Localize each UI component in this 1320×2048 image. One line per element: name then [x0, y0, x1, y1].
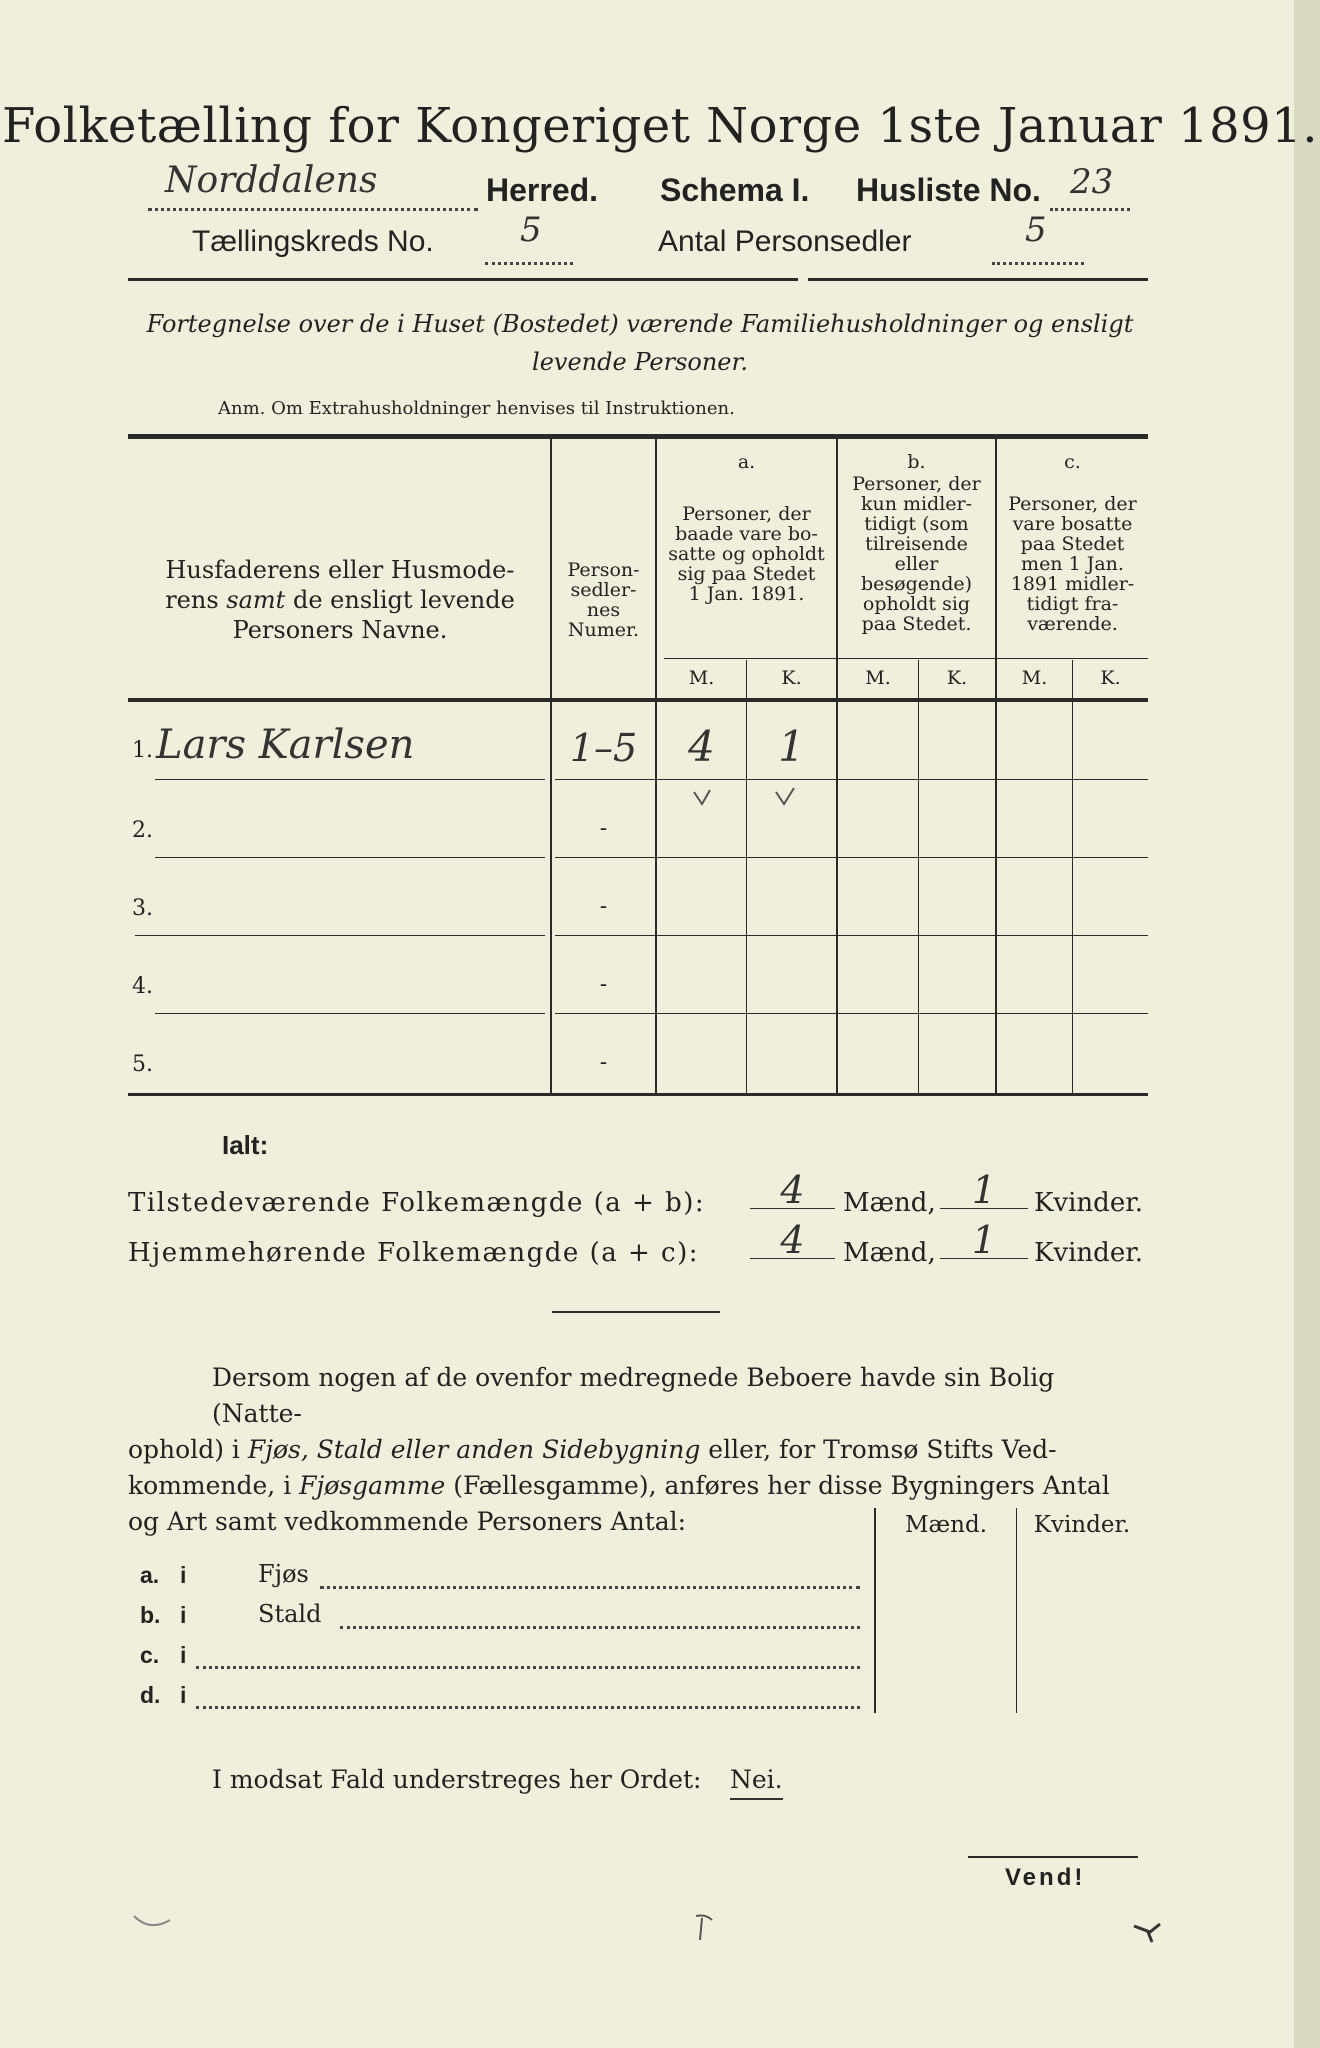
row-person-numbers: - [599, 894, 608, 919]
col-b-header-line: opholdt sig [862, 593, 971, 615]
row-number: 1. [132, 738, 153, 763]
page-edge [1294, 0, 1320, 2048]
row-number: 4. [132, 974, 153, 999]
kreds-label: Tællingskreds No. [192, 225, 434, 258]
name-header-line-2 [130, 585, 550, 615]
num-header-line: sedler- [570, 579, 637, 601]
intro-line-2: levende Personer. [532, 348, 748, 376]
check-marks [690, 786, 810, 812]
paragraph-text: kommende, i [128, 1471, 300, 1500]
husliste-value: 23 [1070, 162, 1114, 202]
col-b-header-line: kun midler- [860, 493, 973, 515]
row-line [555, 935, 1148, 936]
header-rule-right [808, 278, 1148, 281]
paragraph-text: eller, for Tromsø Stifts Ved- [700, 1435, 1057, 1464]
hjemme-k-value: 1 [971, 1218, 997, 1262]
col-c-header-line: 1891 midler- [1010, 573, 1135, 595]
row-number: 2. [132, 818, 153, 843]
building-item-dots [340, 1614, 860, 1629]
row-name: Lars Karlsen [156, 722, 415, 768]
antal-value: 5 [1025, 210, 1047, 250]
row-line [155, 779, 545, 780]
col-c-header-line: paa Stedet [1020, 533, 1125, 555]
building-item-letter: c. [140, 1642, 160, 1668]
herred-value: Norddalens [165, 160, 378, 201]
intro-line-1: Fortegnelse over de i Huset (Bostedet) værende Familiehusholdninger og ensligt [146, 310, 1134, 338]
building-item-letter: a. [140, 1562, 160, 1588]
col-c-header-line: men 1 Jan. [1021, 553, 1124, 575]
row-a-k-value: 1 [778, 722, 805, 771]
row-person-numbers: 1–5 [569, 726, 638, 770]
section-divider [552, 1311, 720, 1313]
hjemme-kvinder-label: Kvinder. [1034, 1238, 1144, 1268]
row-number: 3. [132, 896, 153, 921]
stray-mark-icon [130, 1910, 180, 1940]
col-a-header-line: satte og opholdt [668, 543, 825, 565]
col-c-header-line: Personer, der [1008, 493, 1137, 515]
form-title: Folketælling for Kongeriget Norge 1ste Januar 1891. [2, 98, 1318, 154]
row-line [155, 1013, 545, 1014]
tilstede-label: Tilstedeværende Folkemængde (a + b): [128, 1188, 706, 1218]
name-header-samt: samt [226, 586, 286, 614]
num-header-line: Person- [567, 559, 640, 581]
buildings-col-line-mid [1016, 1508, 1017, 1713]
paragraph-line-2 [128, 1432, 1148, 1468]
row-line [135, 935, 545, 936]
col-a-header [657, 504, 836, 604]
col-line-b-mk [918, 660, 919, 1093]
buildings-kvinder-header: Kvinder. [1033, 1512, 1131, 1538]
building-item-text: Stald [258, 1600, 322, 1628]
modsat-label: I modsat Fald understreges her Ordet: [212, 1765, 702, 1794]
col-line-c-mk [1072, 660, 1073, 1093]
col-a-m-label: M. [688, 667, 715, 689]
col-b-m-label: M. [865, 667, 891, 689]
name-column-header [130, 555, 550, 645]
col-b-header-line: tidigt (som [864, 513, 969, 535]
row-person-numbers: - [599, 1050, 608, 1075]
header-rule-left [128, 278, 798, 281]
building-item-dots [196, 1694, 860, 1709]
herred-label: Herred. [486, 172, 599, 208]
building-item-letter: d. [140, 1682, 161, 1708]
nei-word: Nei. [730, 1765, 783, 1800]
mk-header-rule [664, 658, 1148, 659]
col-c-header-line: tidigt fra- [1026, 593, 1119, 615]
num-header-line: Numer. [567, 619, 640, 641]
name-header-line-1: Husfaderens eller Husmode- [165, 556, 515, 584]
num-header-line: nes [586, 599, 621, 621]
paragraph-line-4: og Art samt vedkommende Personers Antal: [128, 1507, 687, 1536]
col-c-k-label: K. [1100, 667, 1121, 689]
paragraph-emphasis: Fjøs, Stald eller anden Sidebygning [247, 1435, 701, 1464]
building-item-prep: i [180, 1642, 187, 1668]
vend-label: Vend! [1005, 1864, 1086, 1891]
row-number: 5. [132, 1052, 153, 1077]
vend-rule [968, 1856, 1138, 1858]
paragraph-line-3 [128, 1468, 1148, 1504]
name-header-ensligt: de ensligt levende [292, 586, 515, 614]
building-item-prep: i [180, 1602, 187, 1628]
tilstede-m-value: 4 [780, 1168, 805, 1212]
buildings-col-line-left [874, 1508, 876, 1713]
col-b-header-line: paa Stedet. [861, 613, 972, 635]
col-b-header-line: tilreisende [865, 533, 968, 555]
row-person-numbers: - [599, 972, 608, 997]
stray-mark-icon [1130, 1916, 1170, 1946]
row-a-m-value: 4 [688, 722, 715, 771]
name-header-rens: rens [165, 586, 219, 614]
husliste-label: Husliste No. [856, 172, 1041, 208]
col-b-header-line: eller [894, 553, 939, 575]
col-b-header [838, 474, 995, 634]
stray-mark-icon [690, 1910, 720, 1950]
row-line [555, 857, 1148, 858]
building-item-prep: i [180, 1562, 187, 1588]
col-c-m-label: M. [1021, 667, 1048, 689]
antal-label: Antal Personsedler [658, 225, 912, 258]
num-column-header [552, 560, 655, 640]
row-person-numbers: - [599, 816, 608, 841]
col-c-header-line: vare bosatte [1012, 513, 1133, 535]
hjemme-maend-label: Mænd, [843, 1238, 936, 1268]
tilstede-kvinder-label: Kvinder. [1034, 1188, 1144, 1218]
col-c-header [997, 494, 1148, 634]
col-c-header-line: værende. [1027, 613, 1118, 635]
paragraph-line-1: Dersom nogen af de ovenfor medregnede Beboere havde sin Bolig (Natte- [212, 1363, 1055, 1428]
paragraph-text: (Fællesgamme), anføres her disse Bygningers Antal [445, 1471, 1110, 1500]
col-b-header-line: Personer, der [852, 473, 981, 495]
building-item-prep: i [180, 1682, 187, 1708]
hjemme-label: Hjemmehørende Folkemængde (a + c): [128, 1238, 699, 1268]
hjemme-m-value: 4 [780, 1218, 805, 1262]
tilstede-k-value: 1 [971, 1168, 997, 1212]
col-b-letter: b. [907, 451, 926, 473]
name-header-line-3: Personers Navne. [232, 616, 448, 644]
ialt-label: Ialt: [222, 1130, 269, 1160]
kreds-value: 5 [520, 210, 542, 250]
col-a-header-line: baade vare bo- [675, 523, 818, 545]
col-b-header-line: besøgende) [860, 573, 973, 595]
table-bottom-rule [128, 1093, 1148, 1096]
instruction-note: Anm. Om Extrahusholdninger henvises til Instruktionen. [218, 398, 735, 419]
row-line [155, 857, 545, 858]
building-item-dots [196, 1654, 860, 1669]
col-a-letter: a. [737, 451, 756, 473]
buildings-maend-header: Mænd. [904, 1512, 988, 1538]
building-item-letter: b. [140, 1602, 161, 1628]
row-line [555, 779, 1148, 780]
building-item-dots [320, 1574, 860, 1589]
schema-label: Schema I. [660, 172, 810, 208]
building-item-text: Fjøs [258, 1560, 309, 1588]
col-a-header-line: 1 Jan. 1891. [688, 583, 805, 605]
col-a-k-label: K. [781, 667, 802, 689]
paragraph-text: ophold) i [128, 1435, 248, 1464]
col-a-header-line: Personer, der [682, 503, 811, 525]
tilstede-maend-label: Mænd, [843, 1188, 936, 1218]
col-c-letter: c. [1064, 451, 1081, 473]
col-b-k-label: K. [946, 667, 968, 689]
row-line [555, 1013, 1148, 1014]
col-a-header-line: sig paa Stedet [677, 563, 816, 585]
paragraph-emphasis: Fjøsgamme [299, 1471, 446, 1500]
